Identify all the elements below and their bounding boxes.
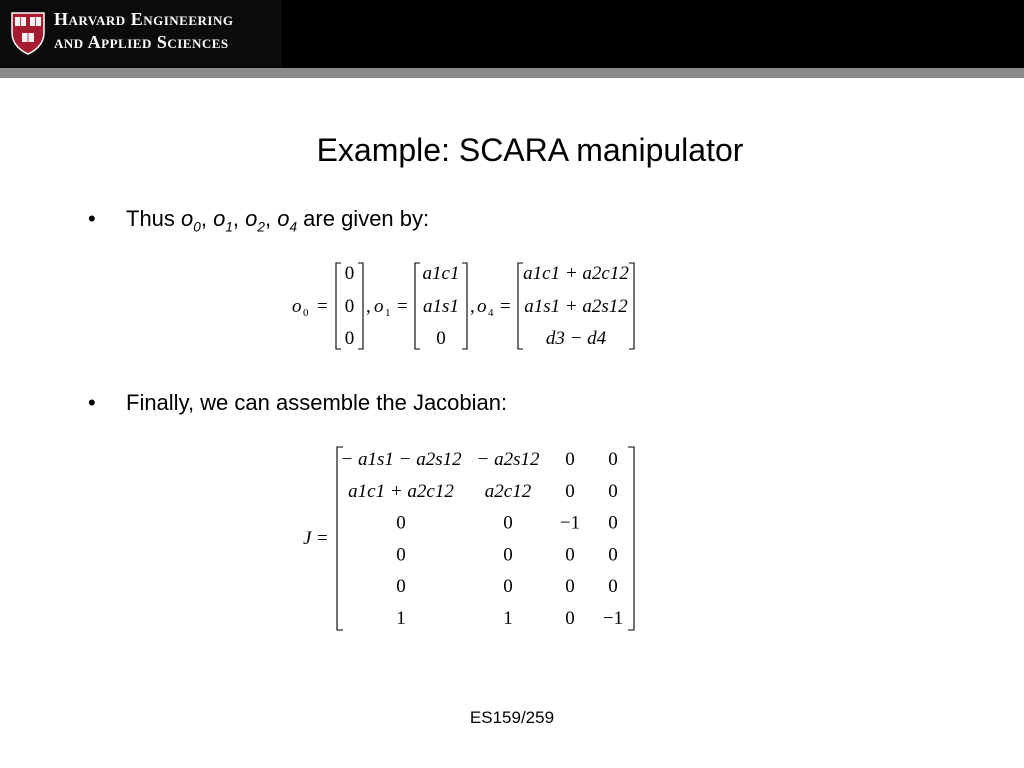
o4-entry: d3 − d4 xyxy=(545,328,607,349)
jacobian-entry: 0 xyxy=(608,449,618,470)
brand-name-line2: and Applied Sciences xyxy=(54,32,229,52)
jacobian-entry: a2c12 xyxy=(484,480,532,502)
jacobian-entry: 0 xyxy=(396,512,406,534)
o0-subscript: 0 xyxy=(303,307,309,319)
equation-jacobian xyxy=(295,440,640,640)
jacobian-entry: a1c1 + a2c12 xyxy=(348,480,454,502)
jacobian-entry: 1 xyxy=(396,608,406,629)
jacobian-entry: 0 xyxy=(608,512,618,534)
svg-text:,: , xyxy=(366,296,371,317)
equation-origins xyxy=(280,255,660,355)
jacobian-entry: − a1s1 − a2s12 xyxy=(340,449,462,470)
jacobian-entry: 0 xyxy=(608,480,618,502)
o4-entry: a1s1 + a2s12 xyxy=(524,296,628,317)
o1-label: o xyxy=(374,296,384,317)
svg-text:=: = xyxy=(397,296,408,317)
jacobian-entry: 0 xyxy=(565,544,575,566)
jacobian-entry: 0 xyxy=(565,480,575,502)
o1-subscript: 1 xyxy=(385,307,391,319)
bullet-2 xyxy=(88,390,507,416)
var-o: o xyxy=(245,206,258,231)
var-o: o xyxy=(277,206,290,231)
var-o: o xyxy=(213,206,226,231)
jacobian-entry: 0 xyxy=(396,576,406,598)
jacobian-entry: 1 xyxy=(503,608,513,629)
harvard-shield-icon xyxy=(10,11,46,55)
o4-subscript: 4 xyxy=(488,307,494,319)
jacobian-entry: 0 xyxy=(565,449,575,470)
jacobian-entry: 0 xyxy=(396,544,406,566)
header-bar xyxy=(0,0,1024,68)
sub-1: 1 xyxy=(225,219,233,235)
jacobian-entry: 0 xyxy=(503,512,513,534)
sub-4: 4 xyxy=(289,219,298,235)
bullet-1-suffix: are given by: xyxy=(297,206,430,231)
sub-2: 2 xyxy=(257,219,265,235)
o4-label: o xyxy=(477,296,487,317)
jacobian-entry: −1 xyxy=(559,512,581,534)
var-o: o xyxy=(181,206,194,231)
svg-text:=: = xyxy=(317,528,328,549)
o0-entry: 0 xyxy=(344,328,355,349)
brand-name-line1: Harvard Engineering xyxy=(54,9,234,29)
jacobian-entry: 0 xyxy=(565,576,575,598)
jacobian-entry: 0 xyxy=(608,576,618,598)
o1-entry: a1c1 xyxy=(422,263,460,284)
bullet-dot: • xyxy=(88,390,96,415)
jacobian-entry: 0 xyxy=(565,608,575,629)
jacobian-entry: −1 xyxy=(602,608,624,629)
o0-label: o xyxy=(292,296,302,317)
svg-text:=: = xyxy=(500,296,511,317)
o1-entry: a1s1 xyxy=(423,296,459,317)
bullet-1: • Thus $o_0$, $o_1$, $o_2$, $o_4$ are given by: xyxy=(88,206,430,235)
footer-course: ES159/259 xyxy=(469,708,555,727)
jacobian-entry: 0 xyxy=(503,544,513,566)
o4-entry: a1c1 + a2c12 xyxy=(523,263,629,284)
bullet-1-prefix: Thus xyxy=(126,206,182,231)
o0-entry: 0 xyxy=(344,296,355,317)
bullet-dot: • xyxy=(88,206,96,231)
jacobian-label: J xyxy=(303,528,312,549)
jacobian-entry: − a2s12 xyxy=(476,449,540,470)
sub-0: 0 xyxy=(193,219,201,235)
o1-entry: 0 xyxy=(436,328,446,349)
slide-title: Example: SCARA manipulator xyxy=(316,132,744,168)
jacobian-entry: 0 xyxy=(608,544,618,566)
svg-text:=: = xyxy=(317,296,328,317)
jacobian-entry: 0 xyxy=(503,576,513,598)
bullet-2-text: Finally, we can assemble the Jacobian: xyxy=(126,390,508,415)
o0-entry: 0 xyxy=(344,263,355,284)
svg-text:,: , xyxy=(470,296,475,317)
brand-block xyxy=(0,0,282,68)
header-divider xyxy=(0,68,1024,78)
